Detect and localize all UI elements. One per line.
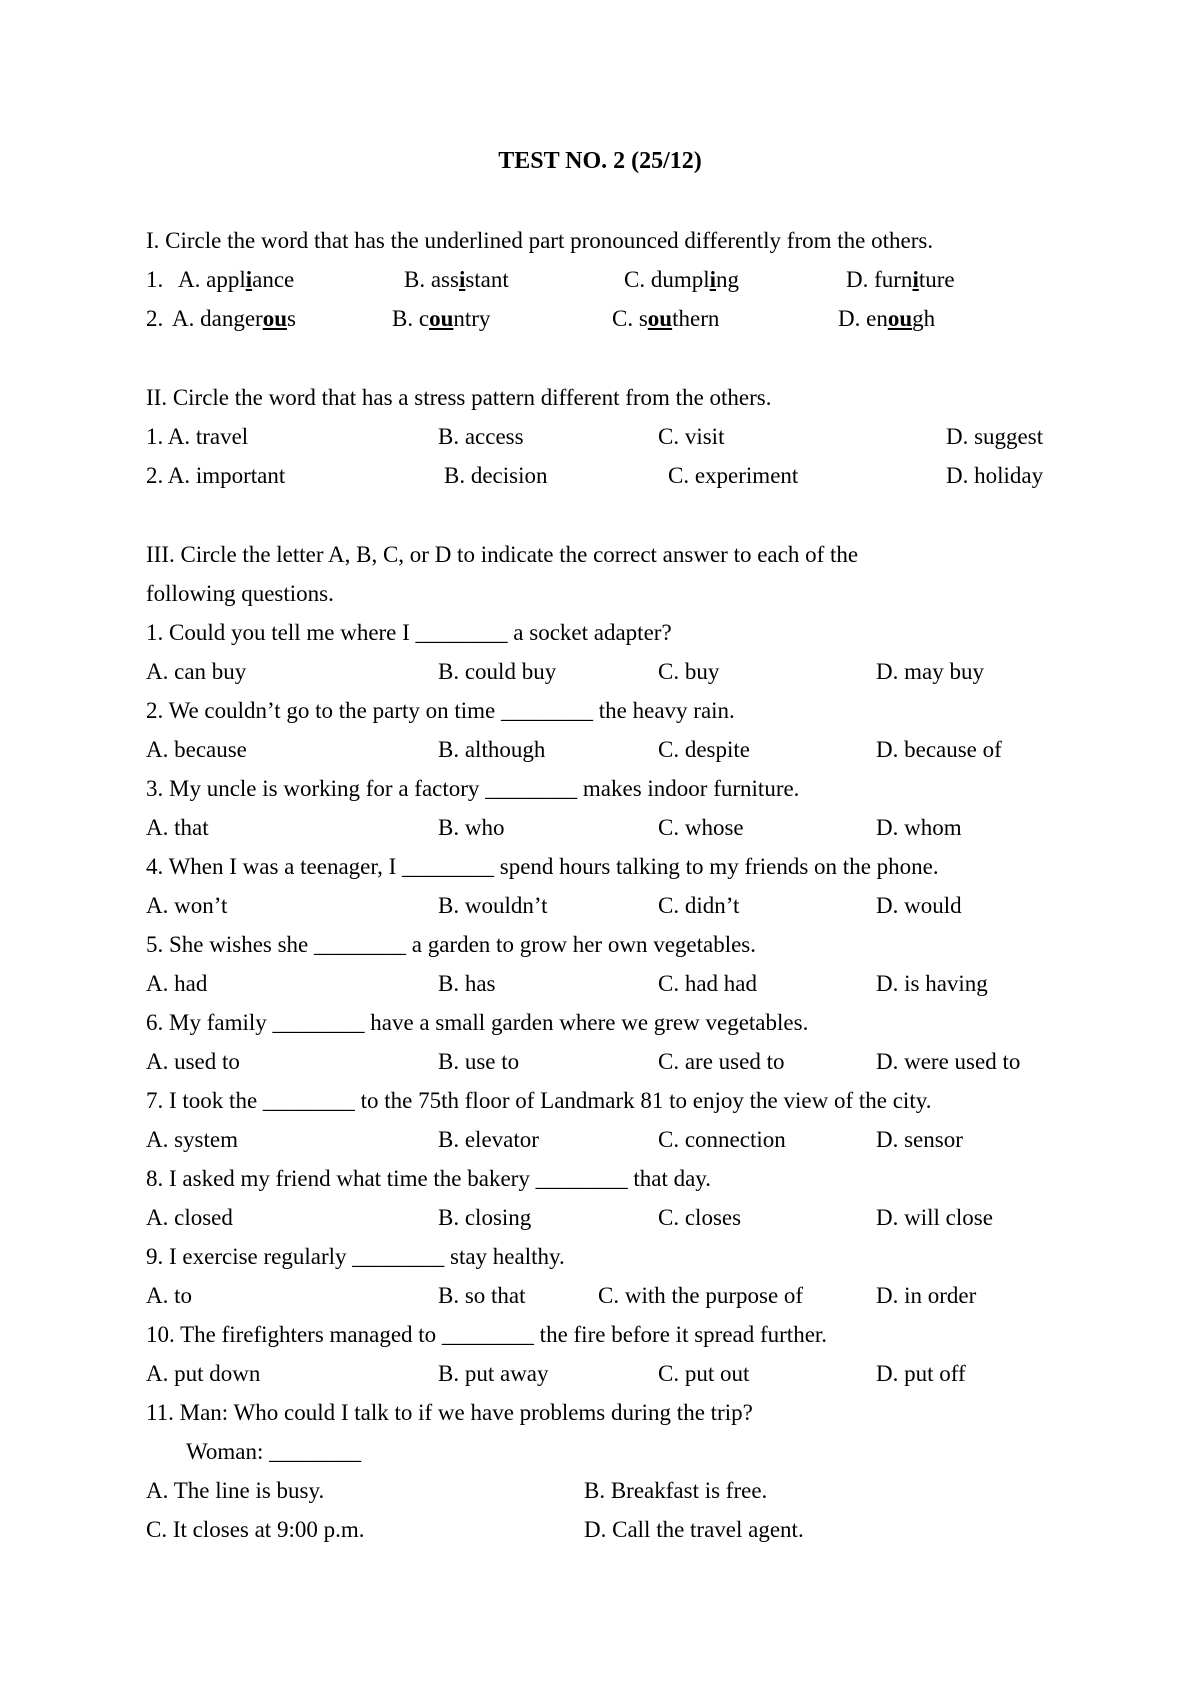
s1-q2-option-a [172,304,296,334]
s3-question-11: 11. Man: Who could I talk to if we have problems during the trip? [146,1400,753,1425]
s3-question-10: 10. The firefighters managed to ________ the fire before it spread further. [146,1322,828,1347]
s3-q5-option-d: D. is having [876,971,988,996]
opt-pre: A. appl [178,267,246,292]
s3-q11-woman-line: Woman: ________ [186,1439,362,1464]
s1-q1-option-b [404,265,509,295]
s3-question-8: 8. I asked my friend what time the bakery ________ that day. [146,1166,712,1191]
opt-pre: B. c [392,306,430,331]
s3-q3-option-a: A. that [146,815,209,840]
s2-q1-option-d: D. suggest [946,424,1044,449]
s3-question-1: 1. Could you tell me where I ________ a socket adapter? [146,620,672,645]
s3-question-4: 4. When I was a teenager, I ________ spend hours talking to my friends on the phone. [146,854,939,879]
section3-heading-line2: following questions. [146,581,334,606]
s3-q5-option-c: C. had had [658,971,758,996]
s1-q2-num: 2. [146,306,164,331]
section1-heading: I. Circle the word that has the underlined part pronounced differently from the others. [146,228,934,253]
s3-q3-option-b: B. who [438,815,505,840]
opt-pre: C. dumpl [624,267,710,292]
s3-q8-option-c: C. closes [658,1205,742,1230]
s1-q2-option-d [838,304,935,334]
s3-q3-option-d: D. whom [876,815,962,840]
opt-underline: i [245,267,253,292]
opt-post: gh [912,306,936,331]
opt-post: ture [918,267,955,292]
opt-pre: A. danger [172,306,263,331]
s3-q2-option-c: C. despite [658,737,750,762]
s3-q4-option-c: C. didn’t [658,893,740,918]
opt-underline: i [458,267,466,292]
opt-underline: ou [262,306,287,331]
s1-q2-option-b [392,304,490,334]
s3-q9-option-d: D. in order [876,1283,977,1308]
opt-post: ng [716,267,740,292]
s2-q2-option-b: B. decision [444,463,548,488]
s3-q2-option-a: A. because [146,737,247,762]
s3-q4-option-a: A. won’t [146,893,228,918]
section3-heading-line1: III. Circle the letter A, B, C, or D to indicate the correct answer to each of the [146,542,859,567]
s3-q9-option-b: B. so that [438,1283,526,1308]
s3-q8-option-d: D. will close [876,1205,993,1230]
opt-underline: ou [429,306,454,331]
s3-q6-option-c: C. are used to [658,1049,785,1074]
s1-q1-option-a [178,265,294,295]
opt-pre: D. furn [846,267,913,292]
s3-q1-option-c: C. buy [658,659,720,684]
opt-pre: B. ass [404,267,459,292]
s1-q1-num: 1. [146,267,164,292]
opt-underline: i [912,267,919,292]
s1-q2-option-c [612,304,719,334]
s3-q7-option-d: D. sensor [876,1127,963,1152]
s3-question-2: 2. We couldn’t go to the party on time ________ the heavy rain. [146,698,735,723]
section2-heading: II. Circle the word that has a stress pattern different from the others. [146,385,772,410]
opt-post: ntry [453,306,491,331]
opt-underline: ou [887,306,913,331]
opt-underline: ou [647,306,673,331]
s3-q6-option-d: D. were used to [876,1049,1021,1074]
s3-q1-option-b: B. could buy [438,659,557,684]
s2-q2-option-d: D. holiday [946,463,1044,488]
s3-q2-option-b: B. although [438,737,546,762]
s2-q2-option-c: C. experiment [668,463,799,488]
s3-q4-option-b: B. wouldn’t [438,893,548,918]
page-title: TEST NO. 2 (25/12) [498,148,702,174]
s3-question-7: 7. I took the ________ to the 75th floor of Landmark 81 to enjoy the view of the city. [146,1088,932,1113]
s2-q2-option-a: 2. A. important [146,463,286,488]
s3-question-3: 3. My uncle is working for a factory ________ makes indoor furniture. [146,776,800,801]
opt-post: s [286,306,296,331]
s3-question-5: 5. She wishes she ________ a garden to grow her own vegetables. [146,932,757,957]
opt-post: ance [252,267,295,292]
s2-q1-option-b: B. access [438,424,524,449]
s3-q11-option-c: C. It closes at 9:00 p.m. [146,1517,365,1542]
s3-q11-option-a: A. The line is busy. [146,1478,325,1503]
s1-q1-option-d [846,265,955,295]
s3-q9-option-a: A. to [146,1283,192,1308]
s1-q1-option-c [624,265,739,295]
s3-q2-option-d: D. because of [876,737,1002,762]
s3-q8-option-a: A. closed [146,1205,233,1230]
s3-q7-option-b: B. elevator [438,1127,539,1152]
s3-q10-option-c: C. put out [658,1361,750,1386]
s3-question-6: 6. My family ________ have a small garden where we grew vegetables. [146,1010,809,1035]
s3-q3-option-c: C. whose [658,815,744,840]
s3-q10-option-d: D. put off [876,1361,966,1386]
opt-underline: i [709,267,717,292]
s3-q10-option-b: B. put away [438,1361,549,1386]
s3-q7-option-c: C. connection [658,1127,786,1152]
opt-pre: C. s [612,306,648,331]
opt-pre: D. en [838,306,888,331]
s3-q7-option-a: A. system [146,1127,238,1152]
s2-q1-option-c: C. visit [658,424,725,449]
s3-q6-option-a: A. used to [146,1049,240,1074]
s2-q1-option-a: 1. A. travel [146,424,249,449]
s3-q10-option-a: A. put down [146,1361,261,1386]
s3-q1-option-a: A. can buy [146,659,247,684]
s3-q5-option-a: A. had [146,971,208,996]
s3-q11-option-b: B. Breakfast is free. [584,1478,768,1503]
opt-post: stant [465,267,509,292]
s3-q8-option-b: B. closing [438,1205,532,1230]
s3-question-9: 9. I exercise regularly ________ stay healthy. [146,1244,565,1269]
opt-post: thern [672,306,720,331]
s3-q6-option-b: B. use to [438,1049,520,1074]
s3-q1-option-d: D. may buy [876,659,984,684]
s3-q9-option-c: C. with the purpose of [598,1283,804,1308]
s3-q5-option-b: B. has [438,971,496,996]
s3-q4-option-d: D. would [876,893,962,918]
s3-q11-option-d: D. Call the travel agent. [584,1517,804,1542]
